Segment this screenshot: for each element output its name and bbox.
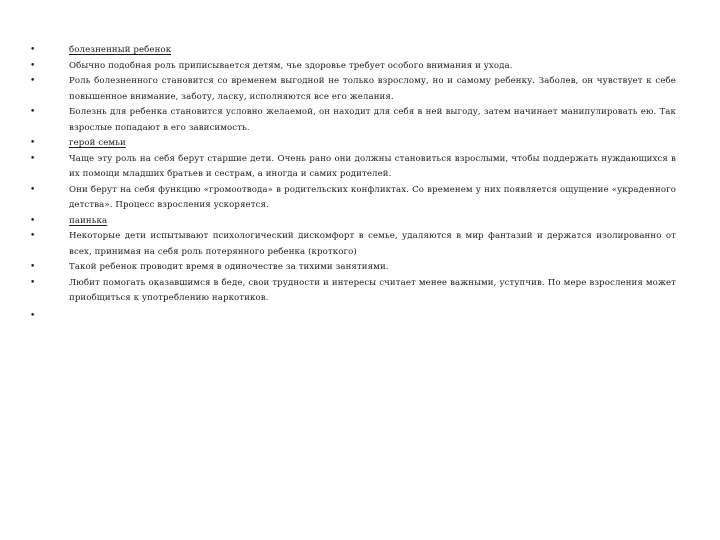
- list-item: [28, 74, 676, 105]
- bullet-icon: •: [30, 231, 36, 241]
- list-item-text: Обычно подобная роль приписывается детям, чье здоровье требует особого внимания и ухода.: [69, 60, 513, 71]
- list-item: [28, 43, 676, 59]
- list-item: [28, 136, 676, 152]
- list-item-text: Любит помогать оказавшимся в беде, свои трудности и интересы считает менее важными, уступчив. По мере взросления может приобщиться к употреблению наркотиков.: [69, 277, 676, 303]
- list-item-text: Такой ребенок проводит время в одиночестве за тихими занятиями.: [69, 262, 389, 272]
- bullet-icon: •: [30, 153, 36, 164]
- list-item: [28, 105, 676, 136]
- bullet-icon: •: [30, 76, 36, 86]
- bullet-icon: •: [30, 215, 36, 226]
- list-item-text: герой семьи: [69, 138, 126, 148]
- bullet-icon: •: [30, 138, 36, 148]
- list-item: [28, 309, 676, 325]
- bullet-icon: •: [30, 184, 36, 195]
- list-item: [28, 260, 676, 276]
- list-item: [28, 152, 676, 183]
- list-item: [28, 214, 676, 230]
- list-item-text: Чаще эту роль на себя берут старшие дети. Очень рано они должны становиться взрослыми, чтобы поддержать нуждающихся в их помощи младших братьев и сестрам, а иногда и самих родителей.: [69, 153, 676, 179]
- list-item: [28, 183, 676, 214]
- bullet-icon: •: [30, 277, 36, 288]
- list-item-text: Болезнь для ребенка становится условно желаемой, он находит для себя в ней выгоду, затем начинает манипулировать ею. Так взрослые попадают в его зависимость.: [69, 107, 676, 133]
- list-item-text: Роль болезненного становится со временем выгодной не только взрослому, но и самому ребенку. Заболев, он чувствует к себе повышенное внимание, заботу, ласку, исполняются все его желания.: [69, 76, 676, 102]
- bullet-icon: •: [30, 107, 36, 117]
- list-item-text: Они берут на себя функцию «громоотвода» в родительских конфликтах. Со временем у них появляется ощущение «украденного детства». Процесс взросления ускоряется.: [69, 184, 676, 210]
- list-item: [28, 59, 676, 75]
- list-item-text: Некоторые дети испытывают психологический дискомфорт в семье, удаляются в мир фантазий и держатся изолированно от всех, принимая на себя роль потерянного ребенка (кроткого): [69, 231, 676, 257]
- list-item-text: паинька: [69, 215, 108, 226]
- bullet-icon: •: [30, 45, 36, 55]
- bullet-icon: •: [30, 60, 36, 71]
- list-item: [28, 276, 676, 307]
- list-item: [28, 229, 676, 260]
- list-item-text: болезненный ребенок: [69, 45, 172, 55]
- bullet-list: [28, 43, 676, 324]
- bullet-icon: •: [30, 310, 36, 321]
- bullet-icon: •: [30, 262, 36, 272]
